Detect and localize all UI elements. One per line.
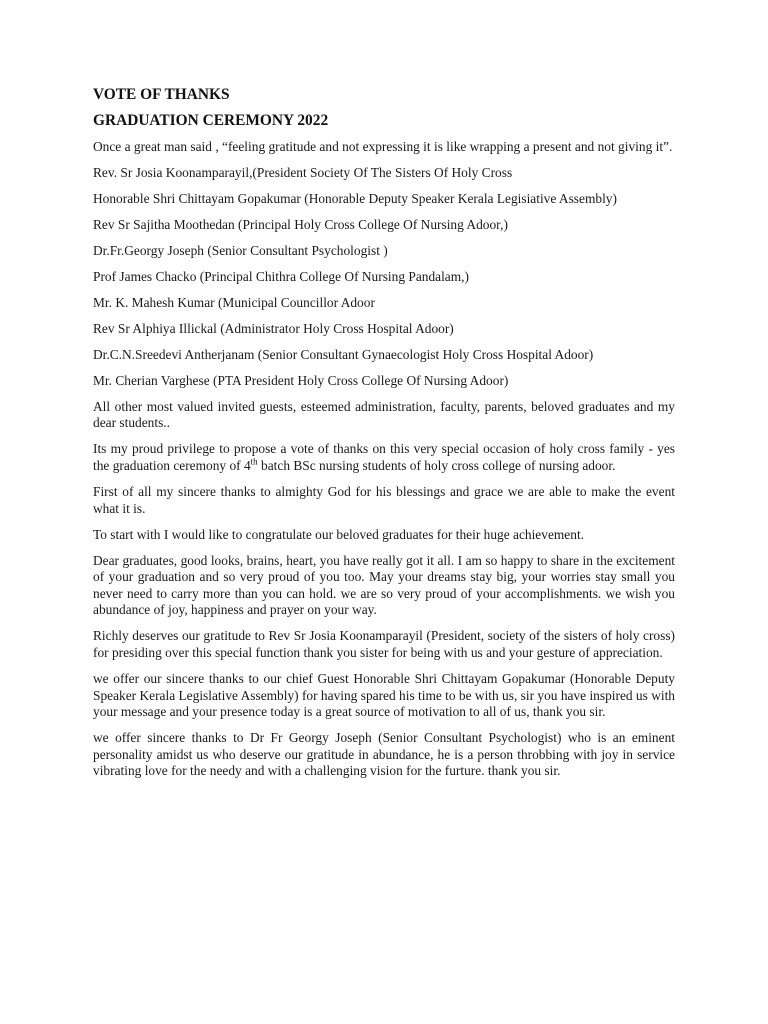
document-page	[93, 86, 675, 789]
gratitude-president-paragraph: Richly deserves our gratitude to Rev Sr Josia Koonamparayil (President, society of the sisters of holy cross) for presiding over this special function thank you sister for being with us and your gesture of appreciation.	[93, 628, 675, 660]
thanks-chief-guest-paragraph: we offer our sincere thanks to our chief Guest Honorable Shri Chittayam Gopakumar (Honorable Deputy Speaker Kerala Legislative Assembly) for having spared his time to be with us, sir you have inspired us with your message and your presence today is a great source of motivation to all of us, thank you sir.	[93, 670, 675, 720]
dear-graduates-paragraph: Dear graduates, good looks, brains, heart, you have really got it all. I am so happy to share in the excitement of your graduation and so very proud of you too. May your dreams stay big, your worries stay small you never need to carry more than you can hold. we are so very proud of your accomplishments. we wish you abundance of joy, happiness and prayer on your way.	[93, 552, 675, 618]
audience-greeting-paragraph: All other most valued invited guests, esteemed administration, faculty, parents, beloved graduates and my dear students..	[93, 398, 675, 431]
guest-line-psychologist: Dr.Fr.Georgy Joseph (Senior Consultant Psychologist )	[93, 242, 388, 258]
opening-quote-paragraph: Once a great man said , “feeling gratitude and not expressing it is like wrapping a present and not giving it”.	[93, 139, 673, 154]
document-title: VOTE OF THANKS	[93, 86, 230, 103]
guest-line-deputy-speaker: Honorable Shri Chittayam Gopakumar (Honorable Deputy Speaker Kerala Legisiative Assembly)	[93, 190, 617, 206]
congratulate-paragraph: To start with I would like to congratulate our beloved graduates for their huge achievement.	[93, 526, 585, 542]
privilege-text-start: Its my proud privilege to propose a vote of thanks on this very special occasion of holy cross family - yes the graduation ceremony of 4	[93, 441, 675, 474]
guest-line-president: Rev. Sr Josia Koonamparayil,(President Society Of The Sisters Of Holy Cross	[93, 164, 513, 180]
guest-line-prof-chacko: Prof James Chacko (Principal Chithra College Of Nursing Pandalam,)	[93, 268, 469, 284]
guest-line-pta-president: Mr. Cherian Varghese (PTA President Holy Cross College Of Nursing Adoor)	[93, 372, 509, 388]
document-subtitle: GRADUATION CEREMONY 2022	[93, 112, 329, 129]
guest-line-councillor: Mr. K. Mahesh Kumar (Municipal Councillor Adoor	[93, 294, 375, 310]
thanks-psychologist-paragraph: we offer sincere thanks to Dr Fr Georgy Joseph (Senior Consultant Psychologist) who is an eminent personality amidst us who deserve our gratitude in abundance, he is a person throbbing with joy in service vibrating love for the needy and with a challenging vision for the furture. thank you sir.	[93, 730, 675, 779]
privilege-text-end: batch BSc nursing students of holy cross college of nursing adoor.	[257, 458, 616, 474]
guest-line-principal: Rev Sr Sajitha Moothedan (Principal Holy Cross College Of Nursing Adoor,)	[93, 216, 508, 232]
ordinal-superscript: th	[250, 456, 258, 467]
guest-line-administrator: Rev Sr Alphiya Illickal (Administrator Holy Cross Hospital Adoor)	[93, 320, 454, 336]
thanks-god-paragraph: First of all my sincere thanks to almighty God for his blessings and grace we are able to make the event what it is.	[93, 484, 675, 516]
guest-line-gynaecologist: Dr.C.N.Sreedevi Antherjanam (Senior Consultant Gynaecologist Holy Cross Hospital Adoor)	[93, 346, 594, 362]
privilege-paragraph	[93, 441, 675, 474]
